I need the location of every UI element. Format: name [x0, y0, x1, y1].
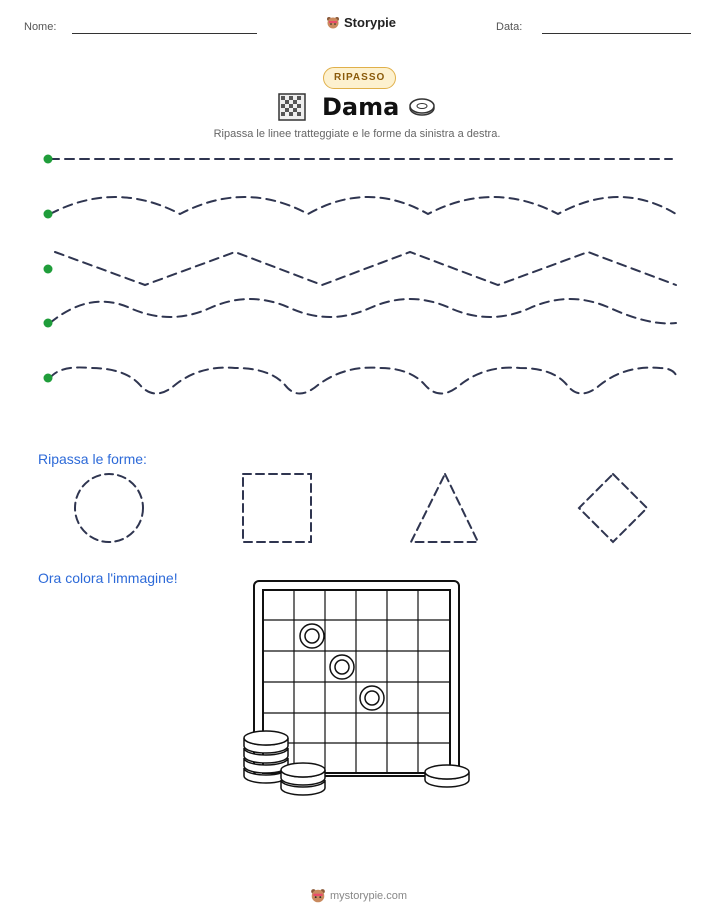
start-dot: [44, 265, 53, 274]
name-label: Nome:: [24, 21, 57, 33]
date-line[interactable]: [542, 33, 691, 34]
date-label: Data:: [496, 21, 523, 33]
tracing-shapes[interactable]: [0, 468, 714, 550]
trace-diamond: [579, 474, 647, 542]
instructions: Ripassa le linee tratteggiate e le forme da sinistra a destra.: [213, 128, 501, 140]
trace-line-zigzag: [55, 252, 676, 285]
trace-line-bumps: [50, 367, 676, 393]
start-dot: [44, 155, 53, 164]
brand-logo: [326, 15, 396, 30]
footer: [310, 888, 407, 904]
trace-triangle: [411, 474, 478, 542]
trace-line-wave: [50, 299, 676, 323]
tracing-lines[interactable]: [0, 140, 714, 400]
footer-site[interactable]: mystorypie.com: [330, 890, 408, 902]
bear-mascot-icon: [326, 16, 340, 30]
start-dot: [44, 210, 53, 219]
checker-piece-icon: [408, 96, 436, 118]
review-badge: RIPASSO: [323, 67, 396, 89]
start-dot: [44, 374, 53, 383]
checkerboard-icon: [278, 93, 306, 121]
trace-square: [243, 474, 311, 542]
name-line[interactable]: [72, 33, 257, 34]
shapes-section-title: Ripassa le forme:: [38, 451, 147, 467]
coloring-section-title: Ora colora l'immagine!: [38, 570, 178, 586]
trace-line-wave-arcs: [50, 197, 676, 214]
trace-circle: [75, 474, 143, 542]
brand-name: Storypie: [344, 15, 397, 30]
start-dot: [44, 319, 53, 328]
page-title: Dama: [322, 93, 400, 121]
bear-mascot-icon: [310, 888, 326, 904]
checkers-board-illustration[interactable]: [240, 578, 472, 802]
